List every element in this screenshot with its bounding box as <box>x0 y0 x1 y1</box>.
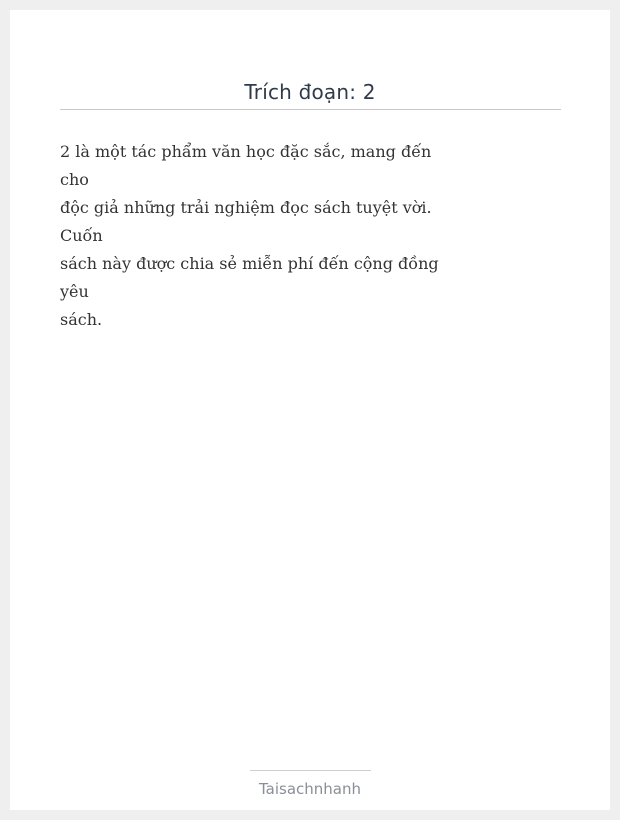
excerpt-paragraph <box>60 138 439 334</box>
footer-divider <box>250 770 371 771</box>
paragraph-line: 2 là một tác phẩm văn học đặc sắc, mang đến <box>60 142 432 161</box>
paragraph-line: cho <box>60 170 89 189</box>
paragraph-line: Cuốn <box>60 226 103 245</box>
paragraph-line: độc giả những trải nghiệm đọc sách tuyệt vời. <box>60 198 432 217</box>
footer-brand: Taisachnhanh <box>258 780 362 798</box>
title-divider <box>60 109 561 110</box>
document-page <box>10 10 610 810</box>
paragraph-line: sách này được chia sẻ miễn phí đến cộng đồng <box>60 254 439 273</box>
page-title: Trích đoạn: 2 <box>244 80 376 104</box>
paragraph-line: yêu <box>60 282 89 301</box>
paragraph-line: sách. <box>60 310 103 329</box>
